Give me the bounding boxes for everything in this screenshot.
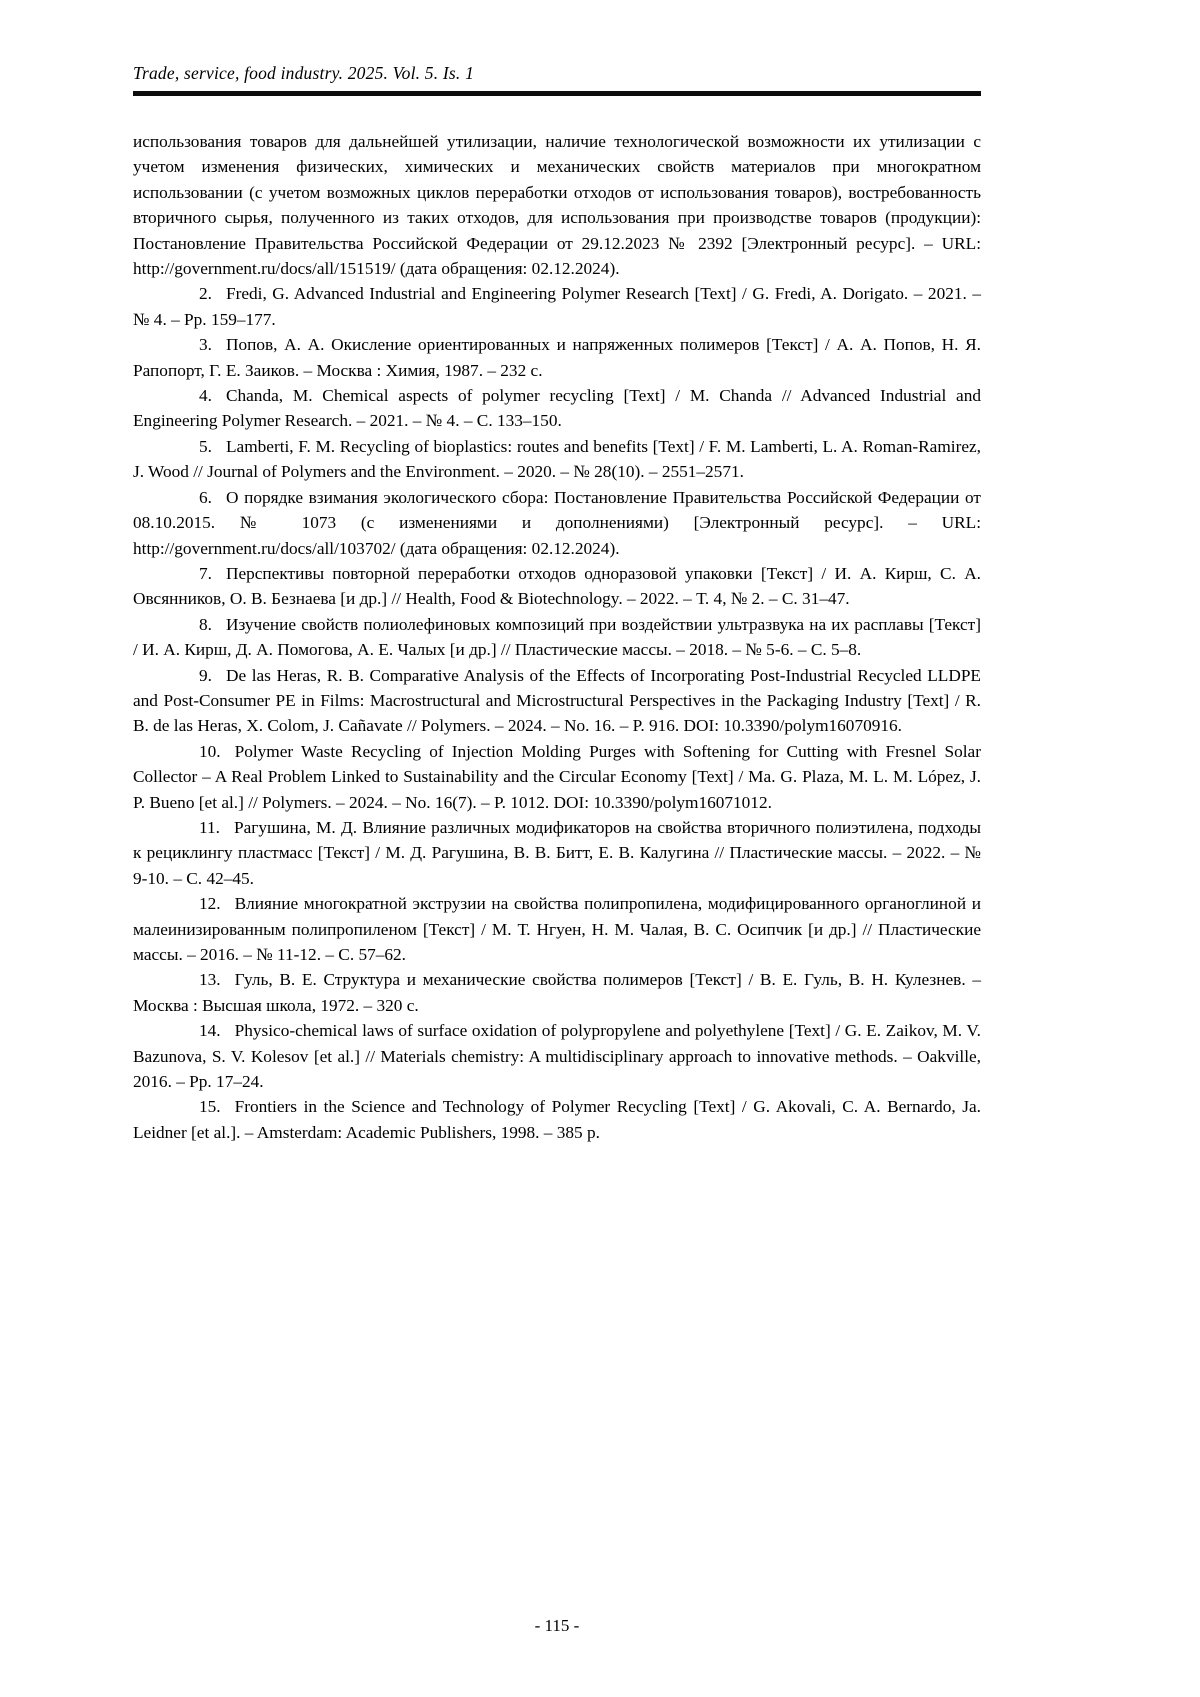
reference-text: Physico-chemical laws of surface oxidation of polypropylene and polyethylene [Text] / G. E. Zaikov, M. V. Bazunova, S. V. Kolesov [et al.] // Materials chemistry: A multidisciplinary approach to innovative methods. – Oakville, 2016. – Pp. 17–24. bbox=[133, 1021, 981, 1092]
reference-item-9 bbox=[133, 663, 981, 739]
reference-number: 12. bbox=[199, 894, 221, 914]
reference-number: 3. bbox=[199, 335, 212, 355]
reference-text: Frontiers in the Science and Technology of Polymer Recycling [Text] / G. Akovali, C. A. Bernardo, Ja. Leidner [et al.]. – Amsterdam: Academic Publishers, 1998. – 385 p. bbox=[133, 1097, 981, 1142]
reference-item-15 bbox=[133, 1094, 981, 1145]
reference-number: 6. bbox=[199, 487, 212, 507]
reference-text: использования товаров для дальнейшей утилизации, наличие технологической возможности их утилизации с учетом изменения физических, химических и механических свойств материалов при многократном использовании (с учетом возможных циклов переработки отходов от использования товаров), востребованность вторичного сырья, полученного из таких отходов, для использования при производстве товаров (продукции): Постановление Правительства Российской Федерации от 29.12.2023 № 2392 [Электронный ресурс]. – URL: http://government.ru/docs/all/151519/ (дата обращения: 02.12.2024). bbox=[133, 132, 981, 279]
reference-number: 7. bbox=[199, 563, 212, 583]
reference-number: 10. bbox=[199, 741, 221, 761]
reference-number: 5. bbox=[199, 436, 212, 456]
reference-item-14 bbox=[133, 1018, 981, 1094]
reference-number: 8. bbox=[199, 614, 212, 634]
reference-item-11 bbox=[133, 815, 981, 891]
reference-text: De las Heras, R. B. Comparative Analysis of the Effects of Incorporating Post-Industrial Recycled LLDPE and Post-Consumer PE in Films: Macrostructural and Microstructural Perspectives in the Packaging Industry [Text] / R. B. de las Heras, X. Colom, J. Cañavate // Polymers. – 2024. – No. 16. – P. 916. DOI: 10.3390/polym16070916. bbox=[133, 665, 981, 736]
page-content bbox=[133, 0, 981, 1145]
reference-text: Lamberti, F. M. Recycling of bioplastics: routes and benefits [Text] / F. M. Lamberti, L. A. Roman-Ramirez, J. Wood // Journal of Polymers and the Environment. – 2020. – № 28(10). – 2551–2571. bbox=[133, 436, 981, 482]
page-header bbox=[133, 0, 981, 96]
reference-item-4 bbox=[133, 383, 981, 434]
page-footer bbox=[133, 1616, 981, 1636]
reference-text: Fredi, G. Advanced Industrial and Engineering Polymer Research [Text] / G. Fredi, A. Dorigato. – 2021. – № 4. – Pp. 159–177. bbox=[133, 284, 981, 329]
reference-number: 11. bbox=[199, 817, 220, 837]
reference-item-3 bbox=[133, 332, 981, 383]
reference-item-7 bbox=[133, 561, 981, 612]
reference-text: Перспективы повторной переработки отходов одноразовой упаковки [Текст] / И. А. Кирш, С. А. Овсянников, О. В. Безнаева [и др.] // Health, Food & Biotechnology. – 2022. – Т. 4, № 2. – С. 31–47. bbox=[133, 563, 981, 609]
reference-text: О порядке взимания экологического сбора: Постановление Правительства Российской Федерации от 08.10.2015. № 1073 (с изменениями и дополнениями) [Электронный ресурс]. – URL: http://government.ru/docs/all/103702/ (дата обращения: 02.12.2024). bbox=[133, 487, 981, 558]
reference-text: Chanda, M. Chemical aspects of polymer recycling [Text] / M. Chanda // Advanced Industrial and Engineering Polymer Research. – 2021. – № 4. – С. 133–150. bbox=[133, 386, 981, 431]
reference-item-1-continuation bbox=[133, 129, 981, 281]
reference-item-13 bbox=[133, 967, 981, 1018]
reference-text: Изучение свойств полиолефиновых композиций при воздействии ультразвука на их расплавы [Текст] / И. А. Кирш, Д. А. Помогова, А. Е. Чалых [и др.] // Пластические массы. – 2018. – № 5-6. – С. 5–8. bbox=[133, 614, 981, 660]
journal-title-line: Trade, service, food industry. 2025. Vol. 5. Is. 1 bbox=[133, 63, 475, 83]
reference-item-8 bbox=[133, 612, 981, 663]
reference-text: Polymer Waste Recycling of Injection Molding Purges with Softening for Cutting with Fresnel Solar Collector – A Real Problem Linked to Sustainability and the Circular Economy [Text] / Ma. G. Plaza, M. L. M. López, J. P. Bueno [et al.] // Polymers. – 2024. – No. 16(7). – P. 1012. DOI: 10.3390/polym16071012. bbox=[133, 741, 981, 812]
reference-item-2 bbox=[133, 281, 981, 332]
reference-number: 13. bbox=[199, 970, 221, 990]
reference-text: Гуль, В. Е. Структура и механические свойства полимеров [Текст] / В. Е. Гуль, В. Н. Кулезнев. – Москва : Высшая школа, 1972. – 320 с. bbox=[133, 970, 981, 1015]
reference-text: Влияние многократной экструзии на свойства полипропилена, модифицированного органоглиной и малеинизированным полипропиленом [Текст] / М. Т. Нгуен, Н. М. Чалая, В. С. Осипчик [и др.] // Пластические массы. – 2016. – № 11-12. – С. 57–62. bbox=[133, 894, 981, 964]
reference-number: 14. bbox=[199, 1021, 221, 1041]
header-rule bbox=[133, 91, 981, 96]
reference-item-12 bbox=[133, 891, 981, 967]
references-list bbox=[133, 129, 981, 1145]
reference-text: Попов, А. А. Окисление ориентированных и напряженных полимеров [Текст] / А. А. Попов, Н. Я. Рапопорт, Г. Е. Заиков. – Москва : Химия, 1987. – 232 с. bbox=[133, 335, 981, 380]
reference-item-5 bbox=[133, 434, 981, 485]
reference-number: 2. bbox=[199, 284, 212, 304]
reference-text: Рагушина, М. Д. Влияние различных модификаторов на свойства вторичного полиэтилена, подходы к рециклингу пластмасс [Текст] / М. Д. Рагушина, В. В. Битт, Е. В. Калугина // Пластические массы. – 2022. – № 9-10. – С. 42–45. bbox=[133, 817, 981, 888]
reference-number: 4. bbox=[199, 386, 212, 406]
reference-number: 15. bbox=[199, 1097, 221, 1117]
reference-item-10 bbox=[133, 739, 981, 815]
reference-number: 9. bbox=[199, 665, 212, 685]
reference-item-6 bbox=[133, 485, 981, 561]
page-number: - 115 - bbox=[534, 1616, 580, 1635]
